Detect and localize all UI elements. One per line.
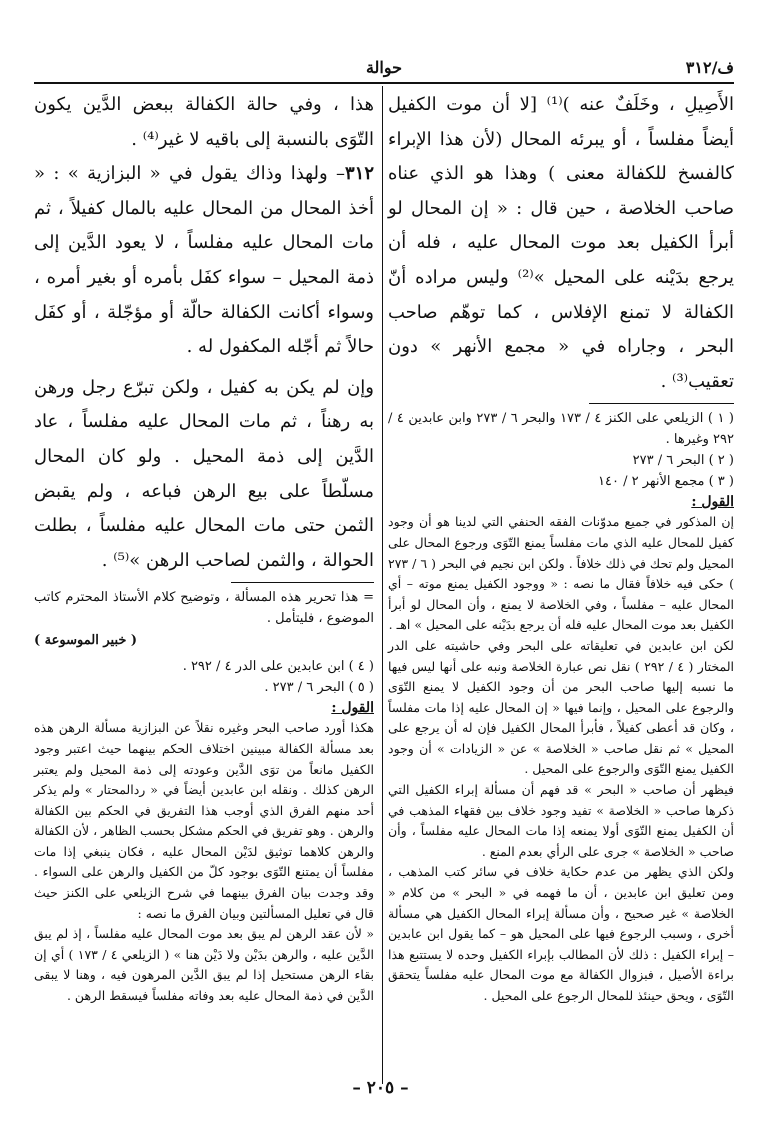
section-312 [34, 157, 374, 365]
footnote-1: ( ١ ) الزيلعي على الكنز ٤ / ١٧٣ والبحر ٦ / ٢٧٣ وابن عابدين ٤ / ٢٩٢ وغيرها . [388, 411, 734, 448]
commentary-paragraph: ولكن الذي يظهر من عدم حكاية خلاف في سائر كتب المذهب ، ومن تعليق ابن عابدين ، أن ما فهمه في « البحر » من كلام « الخلاصة » غير صحيح ، وأن مسألة إبراء المحال الكفيل هي مسألة أخرى ، وسبب الرجوع فيها على المحيل هو – كما يقول ابن عابدين – إبراء الكفيل : ذلك لأن المطالب بإبراء الكفيل وحده لا يستتبع هذا براءة الأصيل ، فبزوال الكفالة مع موت المحال عليه مفلساً يتحقق التّوَى ، ويحق حينئذ للمحال الرجوع على المحيل . [388, 864, 734, 1003]
section-text: – ولهذا وذاك يقول في « البزازية » : « أخذ المحال من المحال عليه بالمال كفيلاً ، ثم مات المحال عليه مفلساً ، لا يعود الدَّين إلى ذمة المحيل – سواء كفَل بأمره أو بغير أمره ، وسواء أكانت الكفالة حالّة أو مؤجّلة ، أو كفَل حالاً ثم أجّله المكفول له . [34, 163, 374, 358]
right-column [388, 88, 734, 1007]
page-title: حوالة [365, 58, 403, 77]
left-paragraph-2: وإن لم يكن به كفيل ، ولكن تبرّع رجل ورهن به رهناً ، ثم مات المحال عليه مفلساً ، عاد الدَّين إلى ذمة المحيل . ولو كان المحال مسلّطاً على بيع الرهن فباعه ، ولم يقبض الثمن حتى مات المحال عليه مفلساً ، بطلت الحوالة ، والثمن لصاحب الرهن »⁽⁵⁾ . [34, 376, 374, 571]
commentary-heading: القول : [331, 700, 374, 717]
column-divider [382, 86, 383, 1084]
carried-note: = هذا تحرير هذه المسألة ، وتوضيح كلام الأستاذ المحترم كاتب الموضوع ، فليتأمل . [34, 590, 374, 627]
commentary-heading: القول : [691, 494, 734, 511]
commentary-paragraph: إن المذكور في جميع مدوّنات الفقه الحنفي التي لدينا هو أن وجود كفيل للمحال عليه الذي مات مفلساً يمنع التّوَى ورجوع المحال على المحيل ولم تحك في ذلك خلافاً . ولكن ابن نجيم في البحر ( ٦ / ٢٧٣ ) حكى فيه خلافاً فقال ما نصه : « ووجود الكفيل يمنع موته – أي المحال عليه – مفلساً ، وفي الخلاصة لا يمنع ، وأن المحال لو أبرأ الكفيل بعد موت المحال عليه فله أن يرجع بدَيْنه على المحيل » اهـ . [388, 514, 734, 633]
editor-signature: ( خبير الموسوعة ) [34, 633, 138, 649]
footnote-rule [231, 582, 374, 583]
left-column [34, 88, 374, 1007]
footnote-2: ( ٢ ) البحر ٦ / ٢٧٣ [632, 453, 734, 469]
footnote-rule [589, 403, 734, 404]
section-number: ٣١٢ [344, 163, 374, 185]
footnote-4: ( ٤ ) ابن عابدين على الدر ٤ / ٢٩٢ . [182, 659, 374, 675]
commentary-paragraph: فيظهر أن صاحب « البحر » قد فهم أن مسألة إبراء الكفيل التي ذكرها صاحب « الخلاصة » تفيد وجود خلاف بين فقهاء المذهب في أن الكفيل يمنع التّوَى أولا يمنعه إذا مات المحال عليه مفلساً ، وأن صاحب « الخلاصة » جرى على الرأي بعدم المنع . [388, 782, 734, 859]
left-intro-text: هذا ، وفي حالة الكفالة ببعض الدَّين يكون التّوَى بالنسبة إلى باقيه لا غير⁽⁴⁾ . [34, 94, 374, 150]
header-rule [34, 82, 734, 84]
commentary-paragraph: لكن ابن عابدين في تعليقاته على البحر وفي حاشيته على الدر المختار ( ٤ / ٢٩٢ ) نقل نص عبارة الخلاصة ونبه على أنها ليس فيها ما نسبه إليها صاحب البحر من أن وجود الكفيل لا يمنع التّوَى والرجوع على المحيل ، وإنما فيها « إن المحال عليه إذا مات مفلساً ، وكان قد أعطى كفيلاً ، فأبرأ المحال الكفيل فإن له أن يرجع على المحيل » ثم نقل صاحب « الخلاصة » عن « الزيادات » أن وجود الكفيل يمنع التّوَى والرجوع على المحيل . [388, 637, 734, 777]
commentary-paragraph: « لأن عقد الرهن لم يبق بعد موت المحال عليه مفلساً ، إذ لم يبق الدَّين عليه ، والرهن بدَيْن ولا دَيْن هنا » ( الزيلعي ٤ / ١٧٣ ) أي إن بقاء الرهن مستحيل إذا لم يبق الدَّين المرهون فيه ، وهنا لا يبقى الدَّين في ذمة المحال عليه بعد وفاته مفلساً فيسقط الرهن . [34, 926, 374, 1004]
footnote-5: ( ٥ ) البحر ٦ / ٢٧٣ . [264, 680, 374, 696]
footnote-3: ( ٣ ) مجمع الأنهر ٢ / ١٤٠ [598, 474, 734, 490]
page-reference: ف/٣١٢ [685, 58, 734, 77]
running-header [34, 58, 734, 80]
right-main-text: الأَصِيلِ ، وخَلَفٌ عنه )⁽¹⁾ [لا أن موت الكفيل أيضاً مفلساً ، أو يبرئه المحال (لأن هذا الإبراء كالفسخ للكفالة معنى ) وهذا هو الذي عناه صاحب الخلاصة ، حين قال : « إن المحال لو أبرأ الكفيل بعد موت المحال عليه ، فله أن يرجع بدَيْنه على المحيل »⁽²⁾ وليس مراده أنّ الكفالة لا تمنع الإفلاس ، كما توهّم صاحب البحر ، وجاراه في « مجمع الأنهر » دون تعقيب⁽³⁾ . [388, 94, 735, 392]
commentary-paragraph: هكذا أورد صاحب البحر وغيره نقلاً عن البزازية مسألة الرهن هذه بعد مسألة الكفالة مبينين اختلاف الحكم بينهما حيث اعتبر وجود الكفيل مانعاً من توَى الدَّين وعودته إلى ذمة المحيل ولم يعتبر الرهن كذلك . ونقله ابن عابدين أيضاً في « ردالمحتار » ولم يذكر أحد منهم الفرق الذي أوجب هذا التفريق في الحكم بين الكفالة والرهن . وهو تفريق في الحكم مشكل بحسب الظاهر ، لأن الكفالة والرهن كلاهما توثيق لدَيْن المحال عليه ، فكان ينبغي إذا مات مفلساً أن يمتنع التّوَى بوجود كلّ من الكفيل والرهن على السواء . وقد وجدت بيان الفرق بينهما في شرح الزيلعي على الكنز حيث قال في تعليل المسألتين وبيان الفرق ما نصه : [34, 720, 374, 921]
page-number: – ٢٠٥ – [352, 1078, 409, 1098]
